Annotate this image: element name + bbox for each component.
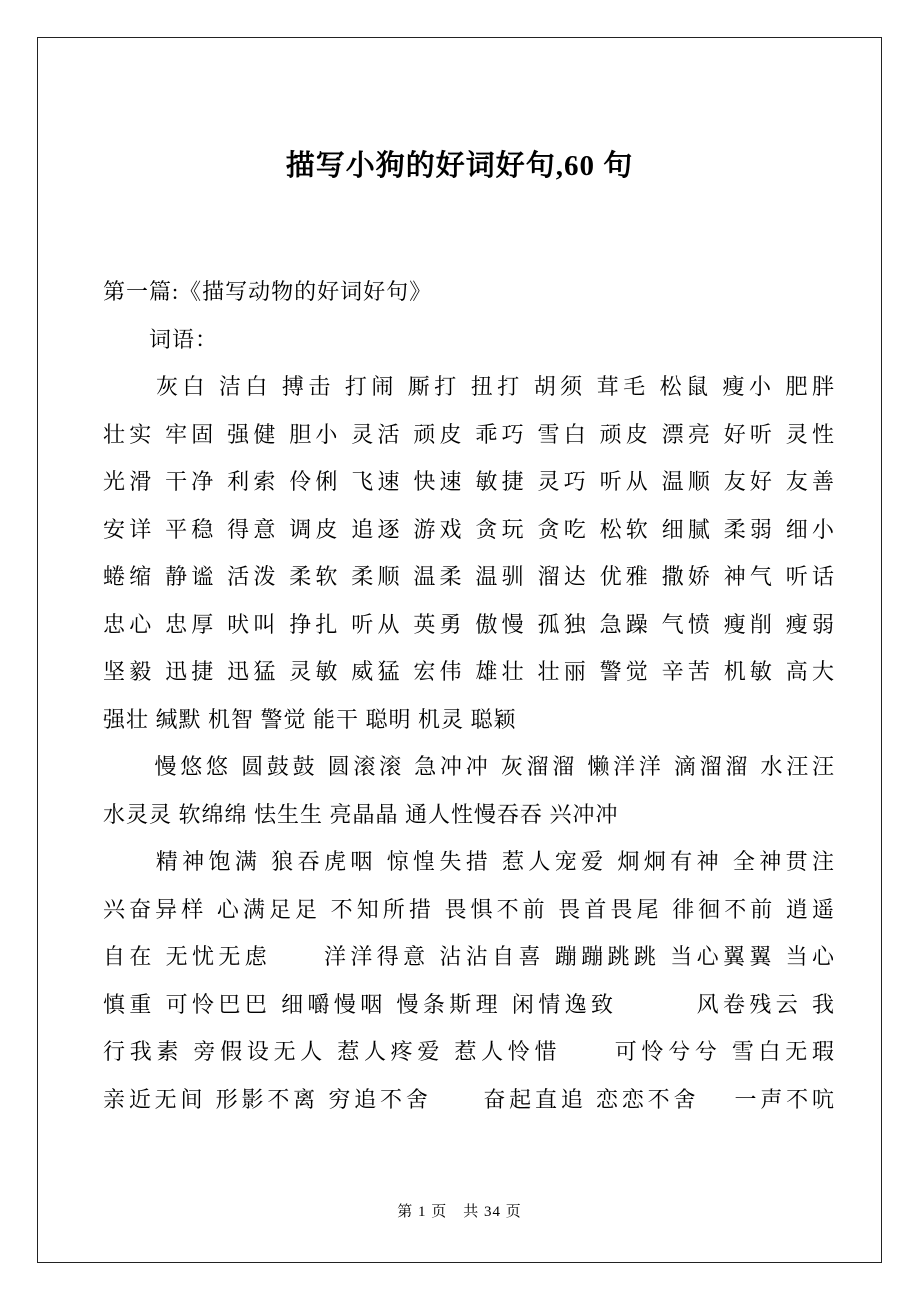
document-title: 描写小狗的好词好句,60 句 [285,150,634,182]
word-list-1-line-6: 忠心 忠厚 吠叫 挣扎 听从 英勇 傲慢 孤独 急躁 气愤 瘦削 瘦弱 [103,611,835,637]
document-body [103,268,835,1123]
word-list-3-line-3: 自在 无忧无虑 洋洋得意 沾沾自喜 蹦蹦跳跳 当心翼翼 当心 [103,944,835,969]
word-list-1-line-5: 蜷缩 静谧 活泼 柔软 柔顺 温柔 温驯 溜达 优雅 撒娇 神气 听话 [103,564,835,589]
word-list-1-line-7: 坚毅 迅捷 迅猛 灵敏 威猛 宏伟 雄壮 壮丽 警觉 辛苦 机敏 高大 [103,659,835,684]
word-list-1-line-8: 强壮 缄默 机智 警觉 能干 聪明 机灵 聪颖 [103,706,517,732]
word-list-1-line-4: 安详 平稳 得意 调皮 追逐 游戏 贪玩 贪吃 松软 细腻 柔弱 细小 [103,516,835,542]
page-border [37,37,882,1263]
page-footer [38,1200,881,1221]
word-list-2-line-2: 水灵灵 软绵绵 怯生生 亮晶晶 通人性慢吞吞 兴冲冲 [103,801,619,827]
section-heading-line-1: 第一篇:《描写动物的好词好句》 [103,279,433,304]
word-list-1-line-1: 灰白 洁白 搏击 打闹 厮打 扭打 胡须 茸毛 松鼠 瘦小 肥胖 [103,374,835,399]
page-number-text: 第 1 页 共 34 页 [397,1204,522,1220]
word-list-1-line-2: 壮实 牢固 强健 胆小 灵活 顽皮 乖巧 雪白 顽皮 漂亮 好听 灵性 [103,421,835,447]
label-ciyu-line-1: 词语： [103,326,219,352]
word-list-1-line-3: 光滑 干净 利索 伶俐 飞速 快速 敏捷 灵巧 听从 温顺 友好 友善 [103,469,835,494]
word-list-2-line-1: 慢悠悠 圆鼓鼓 圆滚滚 急冲冲 灰溜溜 懒洋洋 滴溜溜 水汪汪 [103,754,835,779]
word-list-3-line-5: 行我素 旁假设无人 惹人疼爱 惹人怜惜 可怜兮兮 雪白无瑕 [103,1039,835,1064]
word-list-3-line-2: 兴奋异样 心满足足 不知所措 畏惧不前 畏首畏尾 徘徊不前 逍遥 [103,896,835,922]
word-list-3-line-6: 亲近无间 形影不离 穷追不舍 奋起直追 恋恋不舍 一声不吭 [103,1086,835,1112]
word-list-3-line-4: 慎重 可怜巴巴 细嚼慢咽 慢条斯理 闲情逸致 风卷残云 我 [103,991,835,1017]
word-list-3-line-1: 精神饱满 狼吞虎咽 惊惶失措 惹人宠爱 炯炯有神 全神贯注 [103,849,835,874]
